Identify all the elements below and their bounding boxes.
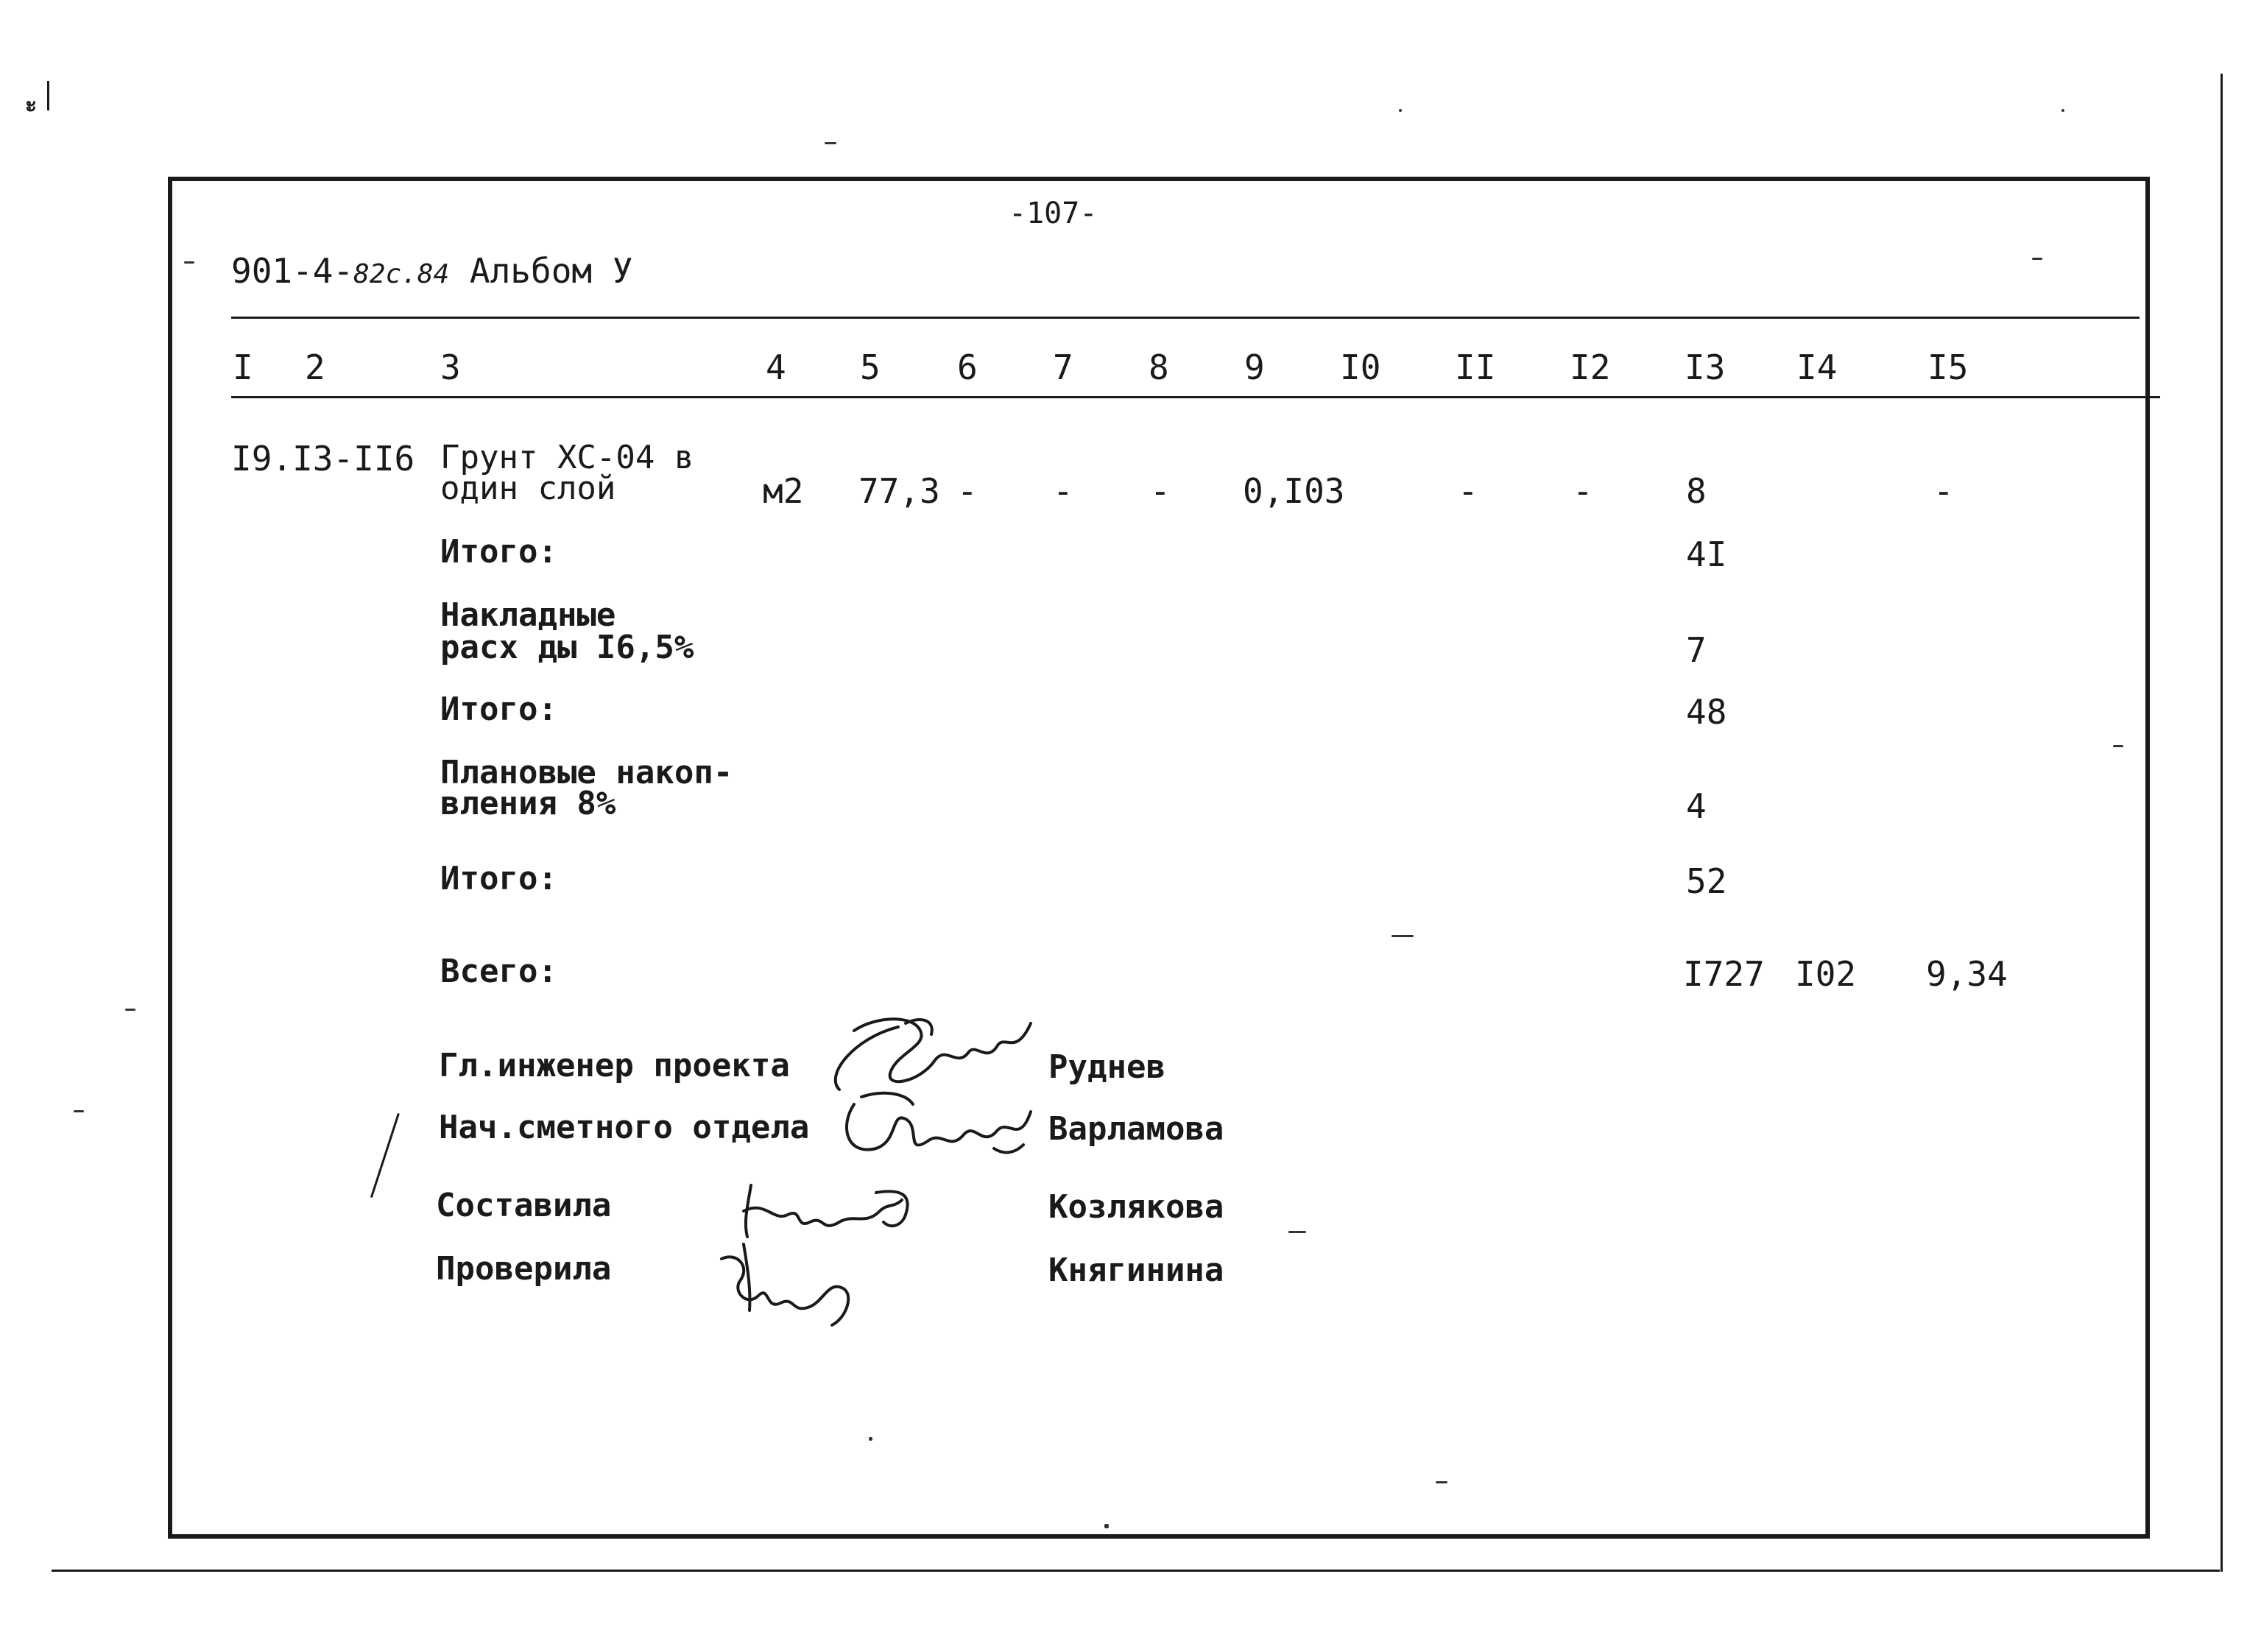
subtotal-3-label: Итого: xyxy=(440,860,557,897)
page-number: -107- xyxy=(1009,197,1098,230)
scan-speck xyxy=(74,1110,84,1112)
scan-edge-bottom xyxy=(52,1570,2220,1572)
scan-edge-right xyxy=(2221,74,2223,1572)
header-rule-top xyxy=(231,317,2140,319)
subtotal-1-label: Итого: xyxy=(440,533,557,571)
item-col11: - xyxy=(1458,471,1478,511)
signature-knyaginina xyxy=(707,1237,883,1340)
planned-label-line2: вления 8% xyxy=(440,785,616,822)
total-col14: I02 xyxy=(1795,954,1857,994)
sign-role-compiler: Составила xyxy=(436,1187,612,1224)
subtotal-2-label: Итого: xyxy=(440,691,557,728)
subtotal-2-value: 48 xyxy=(1686,692,1727,732)
item-col8: - xyxy=(1150,471,1171,511)
item-col15: - xyxy=(1933,471,1954,511)
scan-speck xyxy=(869,1437,872,1441)
overhead-label-line2: расх ды I6,5% xyxy=(440,629,694,666)
col-header-10: I0 xyxy=(1340,347,1381,387)
planned-label-line1: Плановые накоп- xyxy=(440,754,733,791)
scan-speck xyxy=(1288,1231,1306,1233)
item-unit: м2 xyxy=(763,471,804,511)
sign-role-checker: Проверила xyxy=(436,1250,612,1288)
planned-value: 4 xyxy=(1686,786,1707,826)
total-label: Всего: xyxy=(440,953,557,990)
scan-speck xyxy=(2113,745,2123,747)
doc-code-main: 901-4- xyxy=(231,251,354,291)
scan-speck xyxy=(1104,1524,1109,1528)
scan-speck xyxy=(1399,109,1402,112)
item-qty: 77,3 xyxy=(858,471,940,511)
col-header-1: I xyxy=(233,347,253,387)
col-header-2: 2 xyxy=(305,347,325,387)
header-rule-bottom xyxy=(231,396,2160,398)
item-col12: - xyxy=(1573,471,1593,511)
scan-speck xyxy=(2032,258,2042,260)
col-header-9: 9 xyxy=(1244,347,1265,387)
sign-role-chief-engineer: Гл.инженер проекта xyxy=(439,1047,790,1084)
item-code: I9.I3-II6 xyxy=(231,439,415,479)
scan-speck xyxy=(125,1009,135,1011)
scan-speck xyxy=(1391,935,1414,937)
scan-speck xyxy=(825,142,836,144)
col-header-14: I4 xyxy=(1796,347,1838,387)
item-col9: 0,I03 xyxy=(1243,471,1345,511)
col-header-5: 5 xyxy=(860,347,881,387)
col-header-12: I2 xyxy=(1570,347,1611,387)
item-col13: 8 xyxy=(1686,471,1707,511)
doc-code xyxy=(231,251,633,291)
item-desc-line1: Грунт ХС-04 в xyxy=(440,439,694,476)
margin-mark: ะ xyxy=(25,92,38,118)
subtotal-1-value: 4I xyxy=(1686,534,1727,574)
col-header-3: 3 xyxy=(440,347,461,387)
sign-name-compiler: Козлякова xyxy=(1048,1188,1224,1226)
sign-name-checker: Княгинина xyxy=(1048,1252,1224,1289)
col-header-11: II xyxy=(1455,347,1496,387)
scan-speck xyxy=(2061,109,2064,112)
col-header-15: I5 xyxy=(1927,347,1969,387)
col-header-6: 6 xyxy=(957,347,978,387)
item-col7: - xyxy=(1053,471,1073,511)
scan-speck xyxy=(184,261,194,264)
item-desc-line2: один слой xyxy=(440,470,616,507)
doc-code-handwritten: 82с.84 xyxy=(353,259,450,289)
item-col6: - xyxy=(957,471,978,511)
overhead-label-line1: Накладные xyxy=(440,596,616,634)
col-header-8: 8 xyxy=(1149,347,1169,387)
sign-name-chief-engineer: Руднев xyxy=(1048,1048,1165,1086)
col-header-4: 4 xyxy=(766,347,786,387)
sign-role-estimate-head: Нач.сметного отдела xyxy=(439,1109,810,1146)
subtotal-3-value: 52 xyxy=(1686,861,1727,901)
total-col15: 9,34 xyxy=(1926,954,2008,994)
sign-name-estimate-head: Варламова xyxy=(1048,1110,1224,1148)
signature-varlamova xyxy=(825,1082,1045,1178)
col-header-7: 7 xyxy=(1053,347,1073,387)
overhead-value: 7 xyxy=(1686,630,1707,670)
scan-edge-left xyxy=(47,81,49,110)
scan-speck xyxy=(1436,1481,1447,1483)
total-col13: I727 xyxy=(1683,954,1765,994)
col-header-13: I3 xyxy=(1685,347,1726,387)
album-label: Альбом У xyxy=(469,251,633,291)
